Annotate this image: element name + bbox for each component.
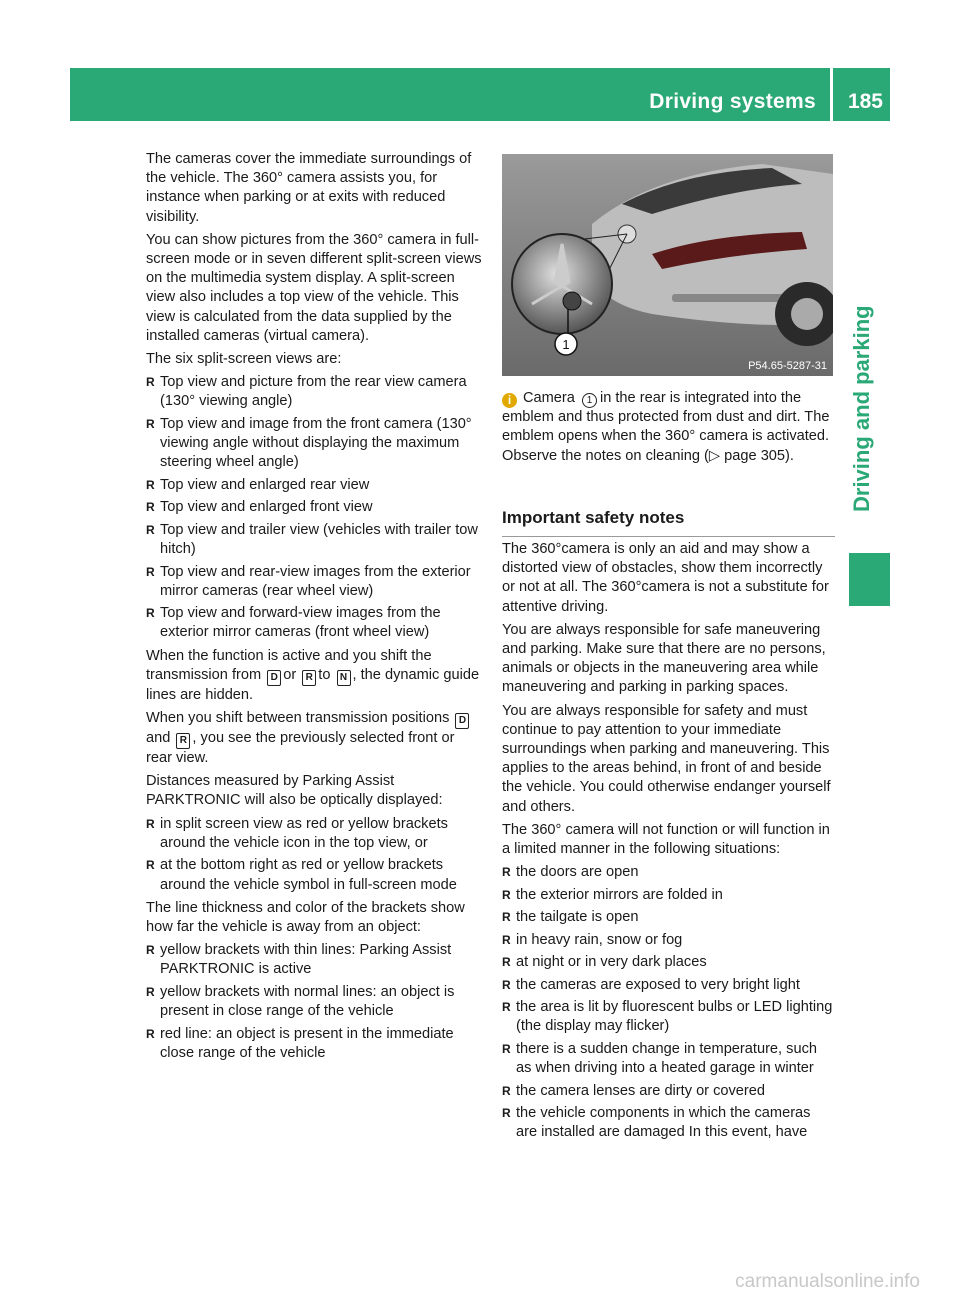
paragraph: You can show pictures from the 360° camera in full-screen mode or in seven different split-screen views on the multimedia system display. A split-screen view also includes a top view of the vehicle. This view is calculated from the data supplied by the installed cameras (virtual camera). (146, 231, 482, 344)
split-view-list (146, 373, 483, 642)
page-reference[interactable]: page 305). (724, 447, 794, 464)
gear-r-icon: R (176, 733, 190, 749)
paragraph: Distances measured by Parking Assist PARKTRONIC will also be optically displayed: (146, 773, 443, 809)
list-item: R the vehicle components in which the cameras are installed are damaged In this event, have (502, 1104, 835, 1142)
list-item: R Top view and picture from the rear view camera (130° viewing angle) (146, 373, 483, 411)
car-rear-illustration (502, 154, 833, 376)
header-divider (830, 68, 833, 121)
list-item: R the doors are open (502, 863, 835, 882)
page-number: 185 (847, 90, 883, 113)
list-item: R yellow brackets with thin lines: Parking Assist PARKTRONIC is active (146, 941, 483, 979)
section-title: Driving systems (649, 90, 816, 113)
side-tab-block (849, 553, 890, 606)
list-item: R the exterior mirrors are folded in (502, 886, 835, 905)
paragraph: When the function is active and you shift the transmission from D or R to N , the dynamic guide lines are hidden. (146, 647, 480, 703)
list-item: R Top view and forward-view images from the exterior mirror cameras (front wheel view) (146, 604, 483, 642)
paragraph: You are always responsible for safety and must continue to pay attention to your immediate surroundings when parking and maneuvering. This applies to the areas behind, in front of and beside the vehicle. You could otherwise endanger yourself and others. (502, 702, 831, 815)
side-tab-label: Driving and parking (849, 305, 874, 512)
bracket-list (146, 941, 483, 1063)
gear-r-icon: R (302, 670, 316, 686)
exhaust (672, 294, 792, 302)
list-item: R Top view and enlarged rear view (146, 476, 483, 495)
list-item: R in heavy rain, snow or fog (502, 931, 835, 950)
info-icon: i (502, 393, 517, 408)
list-item: R Top view and enlarged front view (146, 498, 483, 517)
list-item: R the camera lenses are dirty or covered (502, 1082, 835, 1101)
rear-camera-figure (502, 154, 833, 376)
paragraph: The cameras cover the immediate surroundings of the vehicle. The 360° camera assists you, for instance when parking or at exits with reduced visibility. (146, 151, 472, 225)
right-column (502, 540, 835, 1147)
list-item: R the area is lit by fluorescent bulbs or LED lighting (the display may flicker) (502, 998, 835, 1036)
paragraph: The six split-screen views are: (146, 351, 342, 368)
left-column (146, 150, 483, 1067)
paragraph: When you shift between transmission positions Dand R , you see the previously selected front or rear view. (146, 709, 483, 768)
safety-heading: Important safety notes (502, 508, 835, 537)
list-item: R yellow brackets with normal lines: an object is present in close range of the vehicle (146, 983, 483, 1021)
gear-n-icon: N (337, 670, 351, 686)
list-item: R the cameras are exposed to very bright light (502, 976, 835, 995)
list-item: R Top view and rear-view images from the exterior mirror cameras (rear wheel view) (146, 563, 483, 601)
watermark: carmanualsonline.info (735, 1271, 920, 1292)
camera-lens (563, 292, 581, 310)
gear-d-icon: D (455, 713, 469, 729)
list-item: R in split screen view as red or yellow brackets around the vehicle icon in the top view, or (146, 815, 483, 853)
gear-d-icon: D (267, 670, 281, 686)
paragraph: You are always responsible for safe maneuvering and parking. Make sure that there are no persons, animals or objects in the maneuvering area while maneuvering and parking in parking spaces. (502, 621, 826, 696)
situation-list (502, 863, 835, 1142)
wheel-rim (791, 298, 823, 330)
distance-list (146, 815, 483, 895)
list-item: R the tailgate is open (502, 908, 835, 927)
list-item: R Top view and trailer view (vehicles with trailer tow hitch) (146, 521, 483, 559)
page-ref-arrow-icon: ▷ (708, 447, 721, 464)
list-item: R at the bottom right as red or yellow brackets around the vehicle symbol in full-screen mode (146, 856, 483, 894)
paragraph: The 360°camera is only an aid and may show a distorted view of obstacles, show them incorrectly or not at all. The 360°camera is not a substitute for attentive driving. (502, 541, 829, 615)
figure-label: P54.65-5287-31 (748, 360, 827, 372)
info-note: i Camera 1 in the rear is integrated into the emblem and thus protected from dust and dirt. The emblem opens when the 360° camera is activated. Observe the notes on cleaning (▷ page 305). (502, 390, 830, 464)
paragraph: The line thickness and color of the brackets show how far the vehicle is away from an object: (146, 899, 465, 935)
list-item: R Top view and image from the front camera (130° viewing angle without displaying the maximum steering wheel angle) (146, 415, 483, 473)
paragraph: The 360° camera will not function or will function in a limited manner in the following situations: (502, 821, 830, 858)
callout-1-icon: 1 (582, 393, 597, 408)
list-item: R there is a sudden change in temperature, such as when driving into a heated garage in winter (502, 1040, 835, 1078)
callout-number: 1 (562, 337, 570, 352)
header-bar (70, 68, 890, 121)
list-item: R at night or in very dark places (502, 953, 835, 972)
list-item: R red line: an object is present in the immediate close range of the vehicle (146, 1025, 483, 1063)
